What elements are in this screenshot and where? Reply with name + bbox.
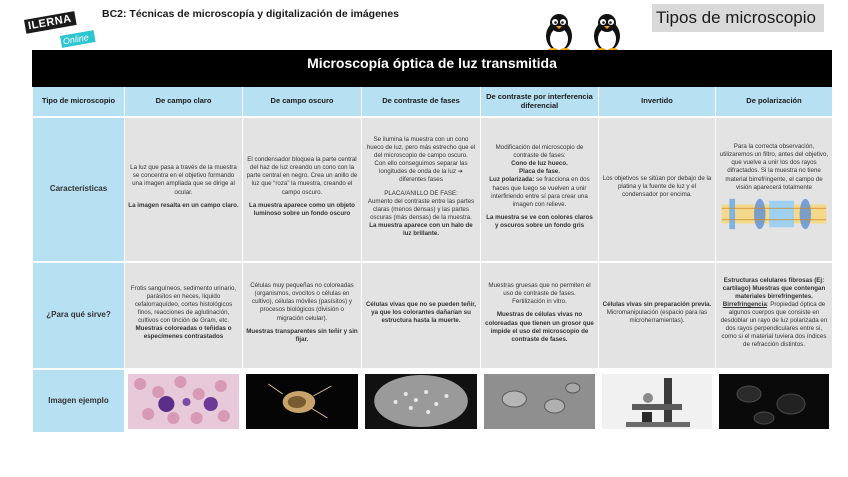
table-banner: Microscopía óptica de luz transmitida [32, 50, 832, 87]
cell-text: Con ello conseguimos separar las longitudes de onda de la luz ➔ diferentes fases [374, 160, 468, 184]
cell-text: Muestras de células vivas no coloreadas que tienen un grosor que impide el uso del microscopio de contraste de fases. [485, 311, 594, 343]
cell-text: Fertilización in vitro. [512, 298, 567, 306]
dic-cells-image [484, 374, 595, 429]
logo-text-top: ILERNA [24, 11, 77, 34]
column-header: De contraste de fases [362, 87, 481, 117]
cell-text: Placa de fase. [519, 168, 560, 176]
cell-text: Los objetivos se sitúan por debajo de la platina y la fuente de luz y el condensador por encima. [602, 174, 712, 199]
table-cell [362, 369, 481, 432]
course-title: BC2: Técnicas de microscopía y digitalización de imágenes [102, 8, 400, 20]
column-header: De campo oscuro [243, 87, 362, 117]
cell-text: Muestras transparentes sin teñir y sin fijar. [246, 327, 358, 343]
cell-text: Células muy pequeñas no coloreadas (organismos, ovocitos o células en cultivo), células móviles (pasísitos) y procesos biológicos (división o migración celular). [250, 282, 354, 322]
table-row [33, 117, 833, 262]
table-cell [362, 117, 481, 262]
table-cell [481, 262, 599, 369]
darkfield-organism-image [246, 374, 358, 429]
penguin-icon [588, 12, 626, 52]
cell-text: Cono de luz hueco. [511, 160, 568, 168]
table-cell [362, 262, 481, 369]
table-cell [125, 369, 243, 432]
table-cell [599, 369, 716, 432]
penguin-icon [540, 12, 578, 52]
cell-text: Muestras gruesas que no permiten el uso de contraste de fases. [488, 282, 591, 298]
table-cell [481, 369, 599, 432]
blood-smear-image [128, 374, 239, 429]
cell-text: La imagen resalta en un campo claro. [128, 201, 239, 209]
table-cell [599, 117, 716, 262]
table-cell [599, 262, 716, 369]
table-cell [716, 262, 833, 369]
cell-text: La muestra aparece como un objeto luminoso sobre un fondo oscuro [249, 201, 355, 217]
logo-text-bottom: Online [60, 30, 96, 48]
microscope-table [32, 87, 833, 432]
polarization-diagram-icon [720, 195, 828, 233]
cell-text: PLACA/ANILLO DE FASE: [384, 189, 458, 197]
table-cell [481, 117, 599, 262]
row-label: Imagen ejemplo [33, 369, 125, 432]
row-label: Características [33, 117, 125, 262]
table-cell [125, 262, 243, 369]
table-cell [243, 262, 362, 369]
polarized-sample-image [719, 374, 829, 429]
column-header: Invertido [599, 87, 716, 117]
table-cell [125, 117, 243, 262]
cell-text: Birrefringencia [722, 300, 767, 308]
table-cell [716, 369, 833, 432]
table-header-row [33, 87, 833, 117]
cell-text: La luz que pasa a través de la muestra se concentra en el objetivo formando una imagen ampliada que se dirige al ocular. [130, 164, 237, 196]
corner-header: Tipo de microscopio [33, 87, 125, 117]
column-header: De contraste por interferencia diferencial [481, 87, 599, 117]
cell-text: La muestra aparece con un halo de luz brillante. [369, 221, 473, 237]
cell-text: Células vivas que no se pueden teñir, ya que los colorantes dañarían su estructura hasta la muerte. [365, 300, 477, 325]
table-row [33, 369, 833, 432]
table-cell [243, 117, 362, 262]
cell-text: La muestra se ve con colores claros y oscuros sobre un fondo gris [486, 213, 593, 229]
cell-text: Luz polarizada: [489, 176, 535, 184]
cell-text: Células vivas sin preparación previa. [602, 300, 712, 308]
inverted-microscope-image [602, 374, 712, 429]
cell-text: Frotis sanguíneos, sedimento urinario, parásitos en heces, líquido cefalorraquídeo, cortes histológicos finos, reacciones de aglutinación, cultivos con tinción de Gram, etc. [130, 284, 237, 325]
cell-text: Modificación del microscopio de contraste de fases: [495, 144, 584, 160]
column-header: De polarización [716, 87, 833, 117]
cell-text: se fracciona en dos haces que luego se vuelven a unir interfiriendo entre sí para crear una imagen con relieve. [491, 176, 590, 208]
cell-text: El condensador bloquea la parte central del haz de luz creando un cono con la parte central en negro. Crea un anillo de luz que “roza” la muestra, creando el campo oscuro. [246, 156, 358, 196]
cell-text: Estructuras celulares fibrosas (Ej: cartílago) Muestras que contengan materiales birrefringentes. [722, 276, 826, 300]
table-row [33, 262, 833, 369]
cell-text: Micromanipulación (espacio para las microherramientas). [606, 308, 708, 325]
cell-text: Aumento del contraste entre las partes claras (menos densas) y las partes oscuras (más densas) de la muestra. [367, 197, 475, 221]
column-header: De campo claro [125, 87, 243, 117]
cell-text: Se ilumina la muestra con un cono hueco de luz, pero más estrecho que el del microscopio de campo oscuro. [366, 136, 476, 160]
cell-text: Para la correcta observación, utilizaremos un filtro, antes del objetivo, que vuelve a unir los dos rayos difractados. Si la muestra no tiene material birrefringente, el campo de visión aparecerá totalmente [719, 143, 829, 191]
table-cell [716, 117, 833, 262]
row-label: ¿Para qué sirve? [33, 262, 125, 369]
table-cell [243, 369, 362, 432]
page-title: Tipos de microscopio [652, 4, 824, 32]
ilerna-logo [24, 14, 90, 50]
cell-text: Muestras coloreadas o teñidas o especímenes contrastados [135, 325, 232, 341]
cell-text: : Propiedad óptica de algunos cuerpos que consiste en desdoblar un rayo de luz polarizada en dos rayos perpendiculares entre sí, como si el material tuviera dos índices de refracción distintos. [720, 300, 828, 349]
phase-contrast-cells-image [365, 374, 477, 429]
